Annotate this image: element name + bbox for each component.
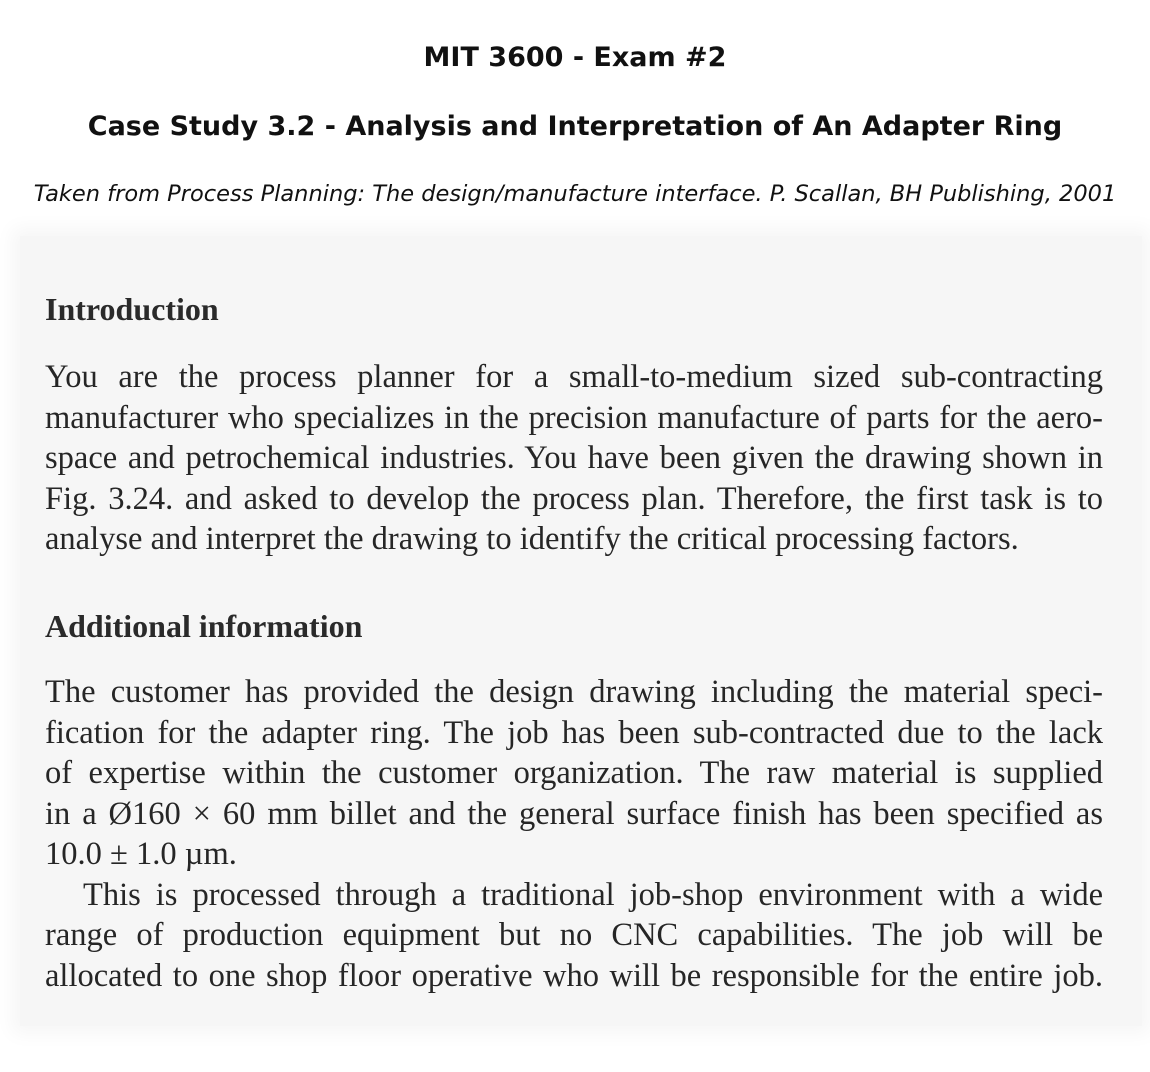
introduction-heading: Introduction xyxy=(45,291,219,327)
additional-information-line: This is processed through a traditional job-shop environment with a wide xyxy=(83,876,1103,913)
introduction-line: analyse and interpret the drawing to identify the critical processing factors. xyxy=(45,521,1019,557)
additional-information-line: in a Ø160 × 60 mm billet and the general surface finish has been specified as xyxy=(45,795,1103,832)
introduction-line: Fig. 3.24. and asked to develop the process plan. Therefore, the first task is to xyxy=(45,480,1103,517)
case-study-title: Case Study 3.2 - Analysis and Interpretation of An Adapter Ring xyxy=(87,111,1063,142)
page-title: MIT 3600 - Exam #2 xyxy=(423,42,727,73)
additional-information-paragraph xyxy=(45,672,1103,996)
additional-information-line: 10.0 ± 1.0 µm. xyxy=(45,836,237,872)
additional-information-line: fication for the adapter ring. The job has been sub-contracted due to the lack xyxy=(45,714,1103,751)
introduction-line: space and petrochemical industries. You have been given the drawing shown in xyxy=(45,440,1103,476)
additional-information-line: The customer has provided the design drawing including the material speci- xyxy=(45,674,1103,710)
source-citation: Taken from Process Planning: The design/manufacture interface. P. Scallan, BH Publishing, 2001 xyxy=(33,181,1117,207)
introduction-paragraph xyxy=(45,357,1103,560)
additional-information-heading: Additional information xyxy=(45,608,363,644)
additional-information-line: range of production equipment but no CNC capabilities. The job will be xyxy=(45,917,1103,953)
additional-information-line: of expertise within the customer organization. The raw material is supplied xyxy=(45,755,1103,791)
introduction-line: You are the process planner for a small-to-medium sized sub-contracting xyxy=(45,359,1103,395)
introduction-line: manufacturer who specializes in the precision manufacture of parts for the aero- xyxy=(45,399,1103,436)
additional-information-line: allocated to one shop floor operative who will be responsible for the entire job. xyxy=(45,957,1103,994)
